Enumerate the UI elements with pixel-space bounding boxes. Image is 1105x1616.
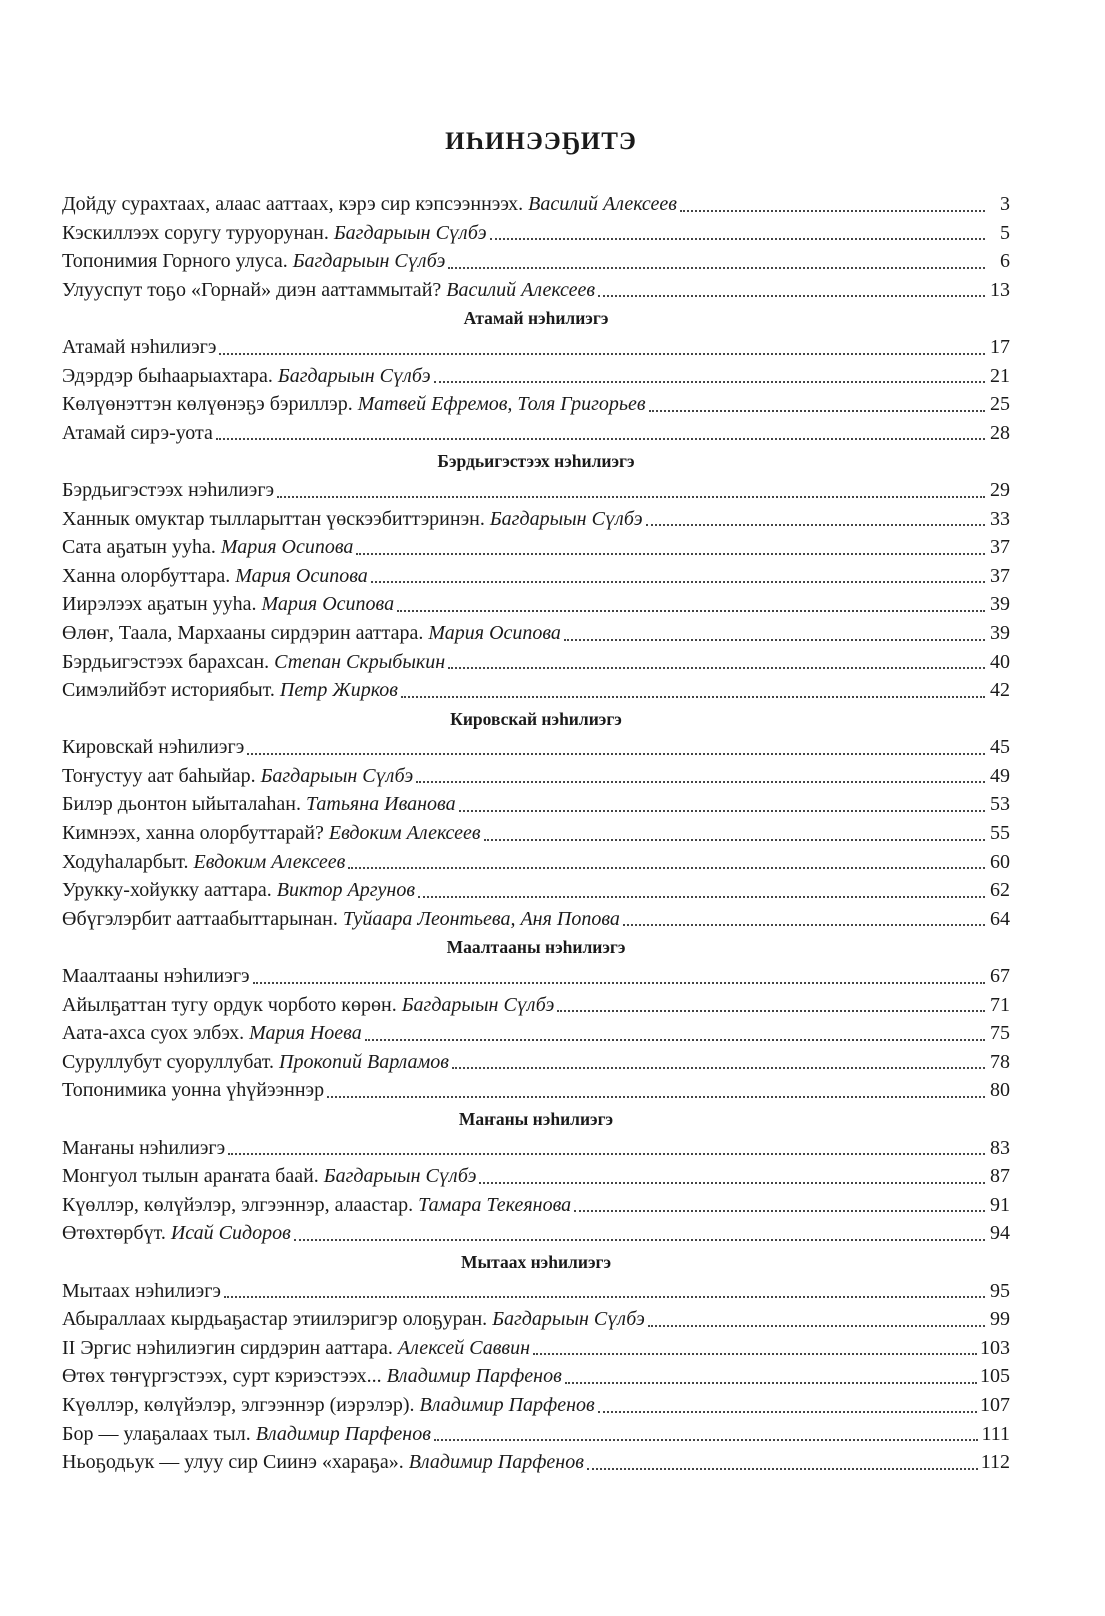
dot-leader [434,381,985,383]
dot-leader [371,581,985,583]
entry-title: Бэрдьигэстээх нэһилиэгэ [62,478,275,501]
page-title: ИҺИНЭЭҔИТЭ [445,128,637,155]
toc-entry[interactable] [62,590,1010,619]
entry-author: Виктор Аргунов [276,879,416,902]
toc-entry[interactable] [62,876,1010,905]
entry-page-number: 42 [990,679,1010,702]
entry-author: Евдоким Алексеев [193,850,346,873]
entry-page-number: 80 [990,1079,1010,1102]
entry-title: Монгуол тылын араҥата баай. [62,1165,319,1188]
entry-title: Суруллубут суоруллубат. [62,1050,274,1073]
toc-entry[interactable] [62,1191,1010,1220]
entry-author: Мария Осипова [261,593,395,616]
entry-title: Айылҕаттан тугу ордук чорбото көрөн. [62,993,397,1016]
entry-author: Мария Осипова [235,564,368,587]
entry-author: Багдарыын Сүлбэ [492,1308,645,1331]
toc-entry[interactable] [62,390,1010,419]
dot-leader [397,610,985,612]
dot-leader [587,1468,978,1470]
toc-entry[interactable] [62,1305,1010,1334]
toc-entry[interactable] [62,1162,1010,1191]
section-heading: Кировскай нэһилиэгэ [450,708,622,729]
entry-page-number: 99 [990,1308,1010,1331]
entry-title: Кэскиллээх соругу туруорунан. [62,221,329,244]
entry-author: Исай Сидоров [170,1222,291,1245]
entry-title: Сата аҕатын ууһа. [62,536,216,559]
entry-page-number: 91 [990,1193,1010,1216]
entry-title: Билэр дьонтон ыйыталаһан. [62,793,301,816]
toc-list [62,190,1010,1477]
section-heading: Атамай нэһилиэгэ [463,308,609,329]
toc-entry[interactable] [62,848,1010,877]
toc-entry[interactable] [62,1448,1010,1477]
entry-title: Тоҥустуу аат баһыйар. [62,764,256,787]
dot-leader [216,438,985,440]
entry-page-number: 107 [980,1393,1010,1416]
entry-page-number: 78 [990,1050,1010,1073]
dot-leader [448,667,985,669]
dot-leader [416,781,985,783]
entry-page-number: 67 [990,965,1010,988]
toc-entry[interactable] [62,362,1010,391]
entry-author: Мария Осипова [220,536,354,559]
entry-author: Туйаара Леонтьева, Аня Попова [342,907,620,930]
toc-entry[interactable] [62,505,1010,534]
toc-entry[interactable] [62,1420,1010,1449]
dot-leader [401,696,985,698]
dot-leader [648,1325,985,1327]
entry-page-number: 39 [990,621,1010,644]
entry-title: Мытаах нэһилиэгэ [62,1279,222,1302]
toc-entry[interactable] [62,1334,1010,1363]
entry-page-number: 55 [990,822,1010,845]
entry-page-number: 103 [980,1336,1010,1359]
toc-entry[interactable] [62,1362,1010,1391]
entry-title: Кировскай нэһилиэгэ [62,736,245,759]
entry-page-number: 105 [980,1365,1010,1388]
entry-author: Багдарыын Сүлбэ [401,993,555,1016]
entry-page-number: 95 [990,1279,1010,1302]
dot-leader [224,1296,985,1298]
entry-title: Урукку-хойукку ааттара. [62,879,272,902]
entry-title: Күөллэр, көлүйэлэр, элгээннэр, алаастар. [62,1193,414,1216]
entry-title: Топонимика уонна үһүйээннэр [62,1079,325,1102]
entry-title: Ханнык омуктар тылларыттан үөскээбиттэринэн. [62,507,485,530]
entry-page-number: 64 [990,907,1010,930]
section-heading: Маҥаны нэһилиэгэ [458,1109,614,1129]
dot-leader [490,238,985,240]
entry-page-number: 75 [990,1022,1010,1045]
entry-author: Владимир Парфенов [386,1365,562,1388]
entry-author: Тамара Текеянова [418,1193,572,1216]
entry-page-number: 3 [1000,193,1010,215]
entry-title: Дойду сурахтаах, алаас ааттаах, кэрэ сир кэпсээннээх. [62,193,524,215]
toc-entry[interactable] [62,247,1010,276]
entry-page-number: 25 [990,393,1010,416]
entry-title: Ньоҕодьук — улуу сир Сиинэ «хараҕа». [62,1451,404,1474]
entry-page-number: 49 [990,764,1010,787]
toc-entry[interactable] [62,1019,1010,1048]
dot-leader [646,524,985,526]
entry-page-number: 13 [990,278,1010,301]
entry-page-number: 87 [990,1165,1010,1188]
entry-page-number: 62 [990,879,1010,902]
dot-leader [448,267,985,269]
dot-leader [598,1411,977,1413]
toc-entry[interactable] [62,991,1010,1020]
entry-title: Эдэрдэр быһаарыахтара. [62,364,273,387]
entry-title: Ханна олорбуттара. [62,564,231,587]
dot-leader [247,753,985,755]
entry-title: II Эргис нэһилиэгин сирдэрин ааттара. [62,1336,393,1359]
entry-author: Татьяна Иванова [305,793,456,816]
toc-entry[interactable] [62,533,1010,562]
toc-entry[interactable] [62,790,1010,819]
toc-entry[interactable] [62,962,1010,991]
entry-page-number: 111 [981,1422,1010,1445]
toc-entry[interactable] [62,733,1010,762]
dot-leader [459,810,985,812]
toc-entry[interactable] [62,1048,1010,1077]
dot-leader [434,1439,979,1441]
dot-leader [533,1353,977,1355]
toc-entry[interactable] [62,562,1010,591]
toc-entry[interactable] [62,762,1010,791]
section-heading: Бэрдьигэстээх нэһилиэгэ [437,451,635,472]
entry-page-number: 21 [990,364,1010,387]
entry-title: Аата-ахса суох элбэх. [62,1022,245,1045]
entry-title: Бэрдьигэстээх барахсан. [62,650,270,673]
entry-author: Мария Ноева [249,1022,362,1045]
entry-author: Степан Скрыбыкин [274,650,446,673]
entry-title: Өтөх төҥүргэстээх, сурт кэриэстээх... [62,1365,382,1388]
entry-author: Багдарыын Сүлбэ [277,364,431,387]
dot-leader [452,1067,985,1069]
entry-author: Прокопий Варламов [279,1050,449,1073]
dot-leader [219,353,985,355]
entry-title: Кимнээх, ханна олорбуттарай? [62,822,324,845]
dot-leader [479,1182,985,1184]
entry-page-number: 33 [990,507,1010,530]
entry-title: Абыраллаах кырдьаҕастар этиилэригэр олоҕуран. [62,1308,488,1331]
dot-leader [623,924,985,926]
toc-entry[interactable] [62,1134,1010,1163]
entry-author: Багдарыын Сүлбэ [260,764,414,787]
dot-leader [348,867,985,869]
entry-page-number: 45 [990,736,1010,759]
section-heading: Мытаах нэһилиэгэ [460,1251,612,1272]
entry-author: Василий Алексеев [528,193,677,215]
toc-entry[interactable] [62,1277,1010,1306]
dot-leader [484,839,985,841]
dot-leader [574,1210,985,1212]
entry-page-number: 83 [990,1136,1010,1159]
dot-leader [418,896,985,898]
dot-leader [365,1039,985,1041]
entry-page-number: 94 [990,1222,1010,1245]
entry-page-number: 37 [990,536,1010,559]
table-of-contents-page [62,124,1010,1477]
entry-page-number: 6 [1000,250,1010,273]
entry-author: Мария Осипова [428,621,561,644]
entry-author: Багдарыын Сүлбэ [333,221,487,244]
toc-entry[interactable] [62,476,1010,505]
dot-leader [356,553,985,555]
dot-leader [327,1096,985,1098]
entry-title: Улууспут тоҕо «Горнай» диэн ааттаммытай? [62,278,442,301]
entry-title: Күөллэр, көлүйэлэр, элгээннэр (иэрэлэр). [62,1393,415,1416]
entry-page-number: 60 [990,850,1010,873]
dot-leader [228,1153,985,1155]
dot-leader [277,496,985,498]
entry-author: Багдарыын Сүлбэ [489,507,643,530]
entry-title: Топонимия Горного улуса. [62,250,288,273]
entry-page-number: 17 [990,335,1010,358]
toc-entry[interactable] [62,676,1010,705]
dot-leader [253,982,985,984]
entry-page-number: 40 [990,650,1010,673]
entry-author: Багдарыын Сүлбэ [292,250,446,273]
entry-page-number: 37 [990,564,1010,587]
entry-author: Василий Алексеев [446,278,596,301]
entry-author: Алексей Саввин [397,1336,531,1359]
entry-author: Владимир Парфенов [419,1393,595,1416]
toc-entry[interactable] [62,1391,1010,1420]
entry-title: Симэлийбэт историябыт. [62,679,275,702]
entry-title: Өбүгэлэрбит ааттаабыттарынан. [62,907,338,930]
dot-leader [680,210,985,212]
dot-leader [557,1010,985,1012]
entry-title: Өлөҥ, Таала, Мархааны сирдэрин ааттара. [62,621,424,644]
entry-page-number: 28 [990,421,1010,444]
toc-entry[interactable] [62,648,1010,677]
toc-entry[interactable] [62,619,1010,648]
dot-leader [565,1382,977,1384]
dot-leader [598,295,985,297]
entry-author: Багдарыын Сүлбэ [323,1165,477,1188]
section-heading: Маалтааны нэһилиэгэ [446,937,626,958]
dot-leader [649,410,985,412]
toc-entry[interactable] [62,190,1010,219]
toc-entry[interactable] [62,419,1010,448]
entry-page-number: 53 [990,793,1010,816]
toc-entry[interactable] [62,905,1010,934]
entry-page-number: 39 [990,593,1010,616]
entry-title: Ходуһаларбыт. [62,850,189,873]
entry-page-number: 29 [990,478,1010,501]
toc-entry[interactable] [62,819,1010,848]
entry-page-number: 5 [1000,221,1010,244]
entry-title: Өтөхтөрбүт. [62,1222,166,1245]
toc-entry[interactable] [62,333,1010,362]
entry-title: Көлүөнэттэн көлүөнэҕэ бэриллэр. [62,393,353,416]
entry-title: Иирэлээх аҕатын ууһа. [62,593,257,616]
entry-title: Маҥаны нэһилиэгэ [62,1136,226,1159]
toc-entry[interactable] [62,1076,1010,1105]
entry-title: Атамай сирэ-уота [62,421,213,444]
entry-author: Евдоким Алексеев [328,822,481,845]
entry-author: Владимир Парфенов [255,1422,431,1445]
toc-entry[interactable] [62,219,1010,248]
entry-author: Петр Жирков [279,679,398,702]
toc-entry[interactable] [62,276,1010,305]
toc-entry[interactable] [62,1219,1010,1248]
entry-page-number: 112 [980,1451,1010,1474]
entry-title: Бор — улаҕалаах тыл. [62,1422,251,1445]
entry-author: Матвей Ефремов, Толя Григорьев [357,393,646,416]
entry-page-number: 71 [990,993,1010,1016]
entry-title: Атамай нэһилиэгэ [62,335,217,358]
dot-leader [564,639,985,641]
dot-leader [294,1239,985,1241]
entry-author: Владимир Парфенов [408,1451,584,1474]
entry-title: Маалтааны нэһилиэгэ [62,965,250,988]
